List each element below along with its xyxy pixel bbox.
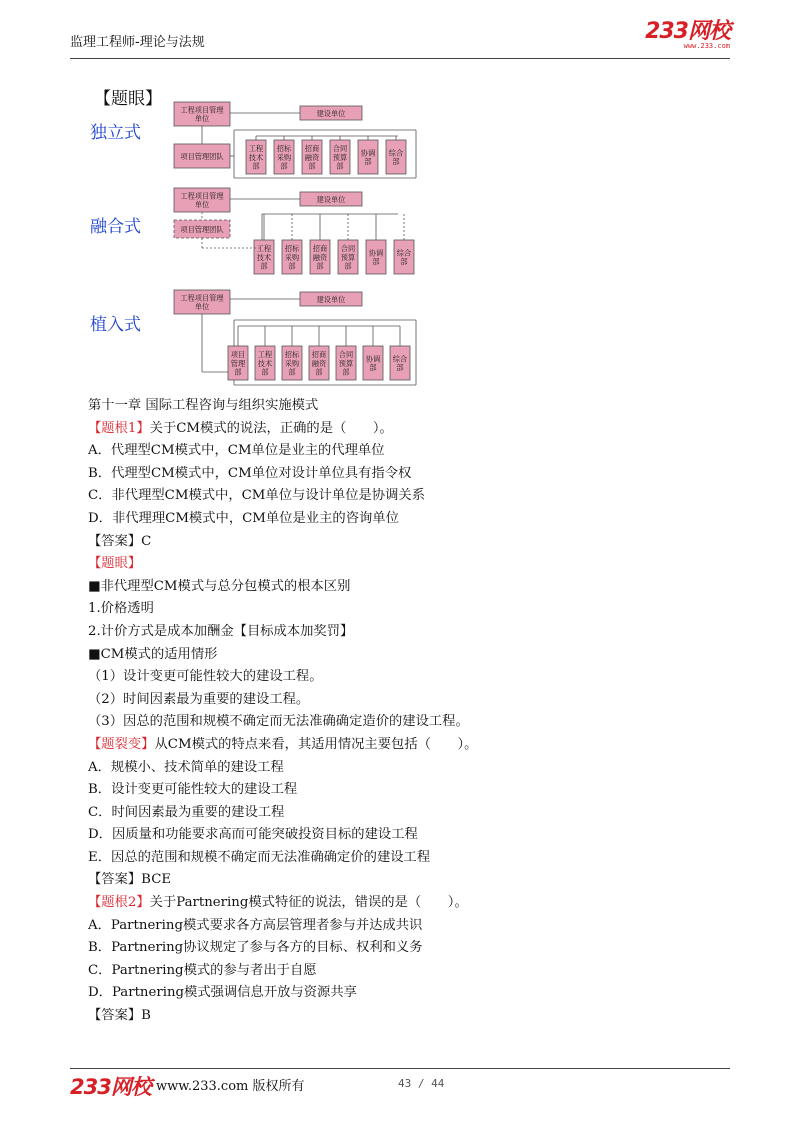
box-dept [338, 240, 358, 274]
footer-logo: 233网校 [70, 1075, 151, 1099]
tiyan-line: ■非代理型CM模式与总分包模式的根本区别 [88, 578, 351, 594]
box-dept [309, 346, 329, 380]
svg-text:部: 部 [392, 157, 400, 167]
svg-text:合同: 合同 [338, 350, 354, 360]
option: B．设计变更可能性较大的建设工程 [88, 782, 298, 798]
box-dept [386, 140, 406, 174]
page-footer [70, 1068, 730, 1099]
footer-copyright: www.233.com 版权所有 [156, 1079, 305, 1094]
answer: 【答案】C [88, 533, 152, 549]
svg-text:部: 部 [260, 261, 268, 271]
page-number: 43 / 44 [398, 1077, 445, 1090]
tiyan-line: （3）因总的范围和规模不确定而无法准确确定造价的建设工程。 [88, 714, 469, 730]
svg-text:合同: 合同 [340, 244, 356, 254]
svg-text:部: 部 [252, 161, 260, 171]
tiyan-line: 2.计价方式是成本加酬金【目标成本加奖罚】 [88, 623, 354, 639]
svg-text:预算: 预算 [338, 358, 354, 368]
svg-text:合同: 合同 [332, 144, 348, 154]
question-1-stem [88, 418, 728, 441]
svg-text:综合: 综合 [396, 248, 412, 258]
variant-stem [88, 734, 728, 757]
svg-text:招标: 招标 [284, 350, 300, 360]
question-text: 从CM模式的特点来看，其适用情况主要包括（ ）。 [154, 736, 478, 752]
svg-text:综合: 综合 [392, 354, 408, 364]
svg-text:技术: 技术 [257, 358, 273, 368]
svg-text:协调: 协调 [360, 148, 376, 158]
box-dept [336, 346, 356, 380]
box-pm-unit [174, 102, 230, 126]
svg-text:项目: 项目 [230, 350, 246, 360]
variant-tag: 【题裂变】 [88, 736, 155, 752]
box-dept [363, 346, 383, 380]
main-content [88, 395, 728, 1028]
svg-text:招标: 招标 [284, 244, 300, 254]
svg-text:部: 部 [364, 157, 372, 167]
box-pm-unit [174, 188, 230, 212]
option: B．代理型CM模式中，CM单位对设计单位具有指令权 [88, 465, 412, 481]
svg-text:部: 部 [369, 363, 377, 373]
svg-text:招商: 招商 [304, 144, 320, 154]
box-dept [390, 346, 410, 380]
option: C．非代理型CM模式中，CM单位与设计单位是协调关系 [88, 488, 425, 504]
svg-text:技术: 技术 [256, 252, 272, 262]
svg-text:部: 部 [400, 257, 408, 267]
box-dept [282, 346, 302, 380]
option: A．代理型CM模式中，CM单位是业主的代理单位 [88, 443, 385, 459]
svg-text:采购: 采购 [284, 252, 300, 262]
chapter-title: 第十一章 国际工程咨询与组织实施模式 [88, 398, 319, 413]
svg-text:融资: 融资 [312, 252, 328, 262]
box-dept [255, 346, 275, 380]
svg-text:单位: 单位 [194, 302, 210, 312]
svg-text:协调: 协调 [365, 354, 381, 364]
svg-text:建设单位: 建设单位 [316, 194, 346, 204]
svg-text:工程项目管理: 工程项目管理 [180, 191, 224, 201]
svg-text:项目管理团队: 项目管理团队 [180, 151, 224, 161]
answer: 【答案】B [88, 1008, 151, 1024]
option: D．Partnering模式强调信息开放与资源共享 [88, 985, 357, 1001]
option: E．因总的范围和规模不确定而无法准确确定价的建设工程 [88, 849, 431, 865]
svg-text:采购: 采购 [284, 358, 300, 368]
svg-text:融资: 融资 [304, 152, 320, 162]
box-dept [330, 140, 350, 174]
question-2-stem [88, 892, 728, 915]
svg-text:部: 部 [234, 367, 242, 377]
question-tag: 【题根2】 [88, 895, 150, 911]
question-text: 关于Partnering模式特征的说法，错误的是（ ）。 [149, 895, 468, 911]
svg-text:采购: 采购 [276, 152, 292, 162]
box-dept [246, 140, 266, 174]
diagram-tiyan-label: 【题眼】 [94, 89, 162, 109]
tiyan-line: （1）设计变更可能性较大的建设工程。 [88, 669, 323, 685]
svg-text:部: 部 [288, 367, 296, 377]
svg-text:预算: 预算 [340, 252, 356, 262]
box-dept [358, 140, 378, 174]
svg-text:招标: 招标 [276, 144, 292, 154]
svg-text:部: 部 [342, 367, 350, 377]
option: C．Partnering模式的参与者出于自愿 [88, 962, 317, 978]
svg-text:工程项目管理: 工程项目管理 [180, 293, 224, 303]
question-tag: 【题根1】 [88, 420, 150, 436]
svg-text:工程: 工程 [257, 350, 273, 360]
svg-text:预算: 预算 [332, 152, 348, 162]
answer: 【答案】BCE [88, 872, 172, 888]
option: A．Partnering模式要求各方高层管理者参与并达成共识 [88, 917, 423, 933]
svg-text:部: 部 [316, 261, 324, 271]
svg-text:综合: 综合 [388, 148, 404, 158]
option: B．Partnering协议规定了参与各方的目标、权利和义务 [88, 940, 423, 956]
svg-text:建设单位: 建设单位 [316, 294, 346, 304]
box-dept [228, 346, 248, 380]
svg-text:部: 部 [336, 161, 344, 171]
structure-label-independent: 独立式 [90, 123, 141, 143]
box-dept [394, 240, 414, 274]
svg-text:协调: 协调 [368, 248, 384, 258]
tiyan-line: 1.价格透明 [88, 601, 154, 617]
tiyan-line: ■CM模式的适用情形 [88, 646, 218, 662]
box-dept [282, 240, 302, 274]
tiyan-tag: 【题眼】 [88, 556, 142, 572]
svg-text:部: 部 [372, 257, 380, 267]
site-logo [645, 20, 730, 50]
svg-text:单位: 单位 [194, 114, 210, 124]
page-header [70, 20, 730, 59]
svg-text:部: 部 [261, 367, 269, 377]
svg-text:招商: 招商 [312, 244, 328, 254]
box-pm-team [174, 220, 230, 238]
structure-label-embedded: 植入式 [90, 315, 141, 335]
svg-text:部: 部 [308, 161, 316, 171]
svg-text:工程: 工程 [248, 144, 264, 154]
svg-text:部: 部 [288, 261, 296, 271]
org-structure-diagram [86, 80, 436, 395]
svg-text:单位: 单位 [194, 200, 210, 210]
box-pm-team [174, 144, 230, 168]
box-dept [310, 240, 330, 274]
svg-text:工程项目管理: 工程项目管理 [180, 105, 224, 115]
box-dept [274, 140, 294, 174]
svg-text:融资: 融资 [311, 358, 327, 368]
svg-text:部: 部 [280, 161, 288, 171]
box-dept [254, 240, 274, 274]
option: D．因质量和功能要求高而可能突破投资目标的建设工程 [88, 827, 418, 843]
svg-text:工程: 工程 [256, 244, 272, 254]
svg-text:部: 部 [344, 261, 352, 271]
svg-text:部: 部 [315, 367, 323, 377]
question-text: 关于CM模式的说法，正确的是（ ）。 [149, 420, 393, 436]
svg-text:建设单位: 建设单位 [316, 108, 346, 118]
box-dept [366, 240, 386, 274]
box-owner [300, 106, 362, 120]
svg-text:管理: 管理 [230, 358, 246, 368]
logo-text: 233网校 [645, 19, 730, 44]
box-dept [302, 140, 322, 174]
svg-text:技术: 技术 [248, 152, 264, 162]
box-owner [300, 192, 362, 206]
structure-label-merged: 融合式 [90, 217, 141, 237]
header-title: 监理工程师-理论与法规 [70, 35, 205, 50]
option: C．时间因素最为重要的建设工程 [88, 804, 285, 820]
svg-text:招商: 招商 [311, 350, 327, 360]
tiyan-line: （2）时间因素最为重要的建设工程。 [88, 691, 310, 707]
logo-url: www.233.com [683, 42, 730, 50]
option: D．非代理理CM模式中，CM单位是业主的咨询单位 [88, 510, 399, 526]
box-pm-unit [174, 290, 230, 314]
option: A．规模小、技术简单的建设工程 [88, 759, 284, 775]
box-owner [300, 292, 362, 306]
svg-text:项目管理团队: 项目管理团队 [180, 224, 224, 234]
svg-text:部: 部 [396, 363, 404, 373]
